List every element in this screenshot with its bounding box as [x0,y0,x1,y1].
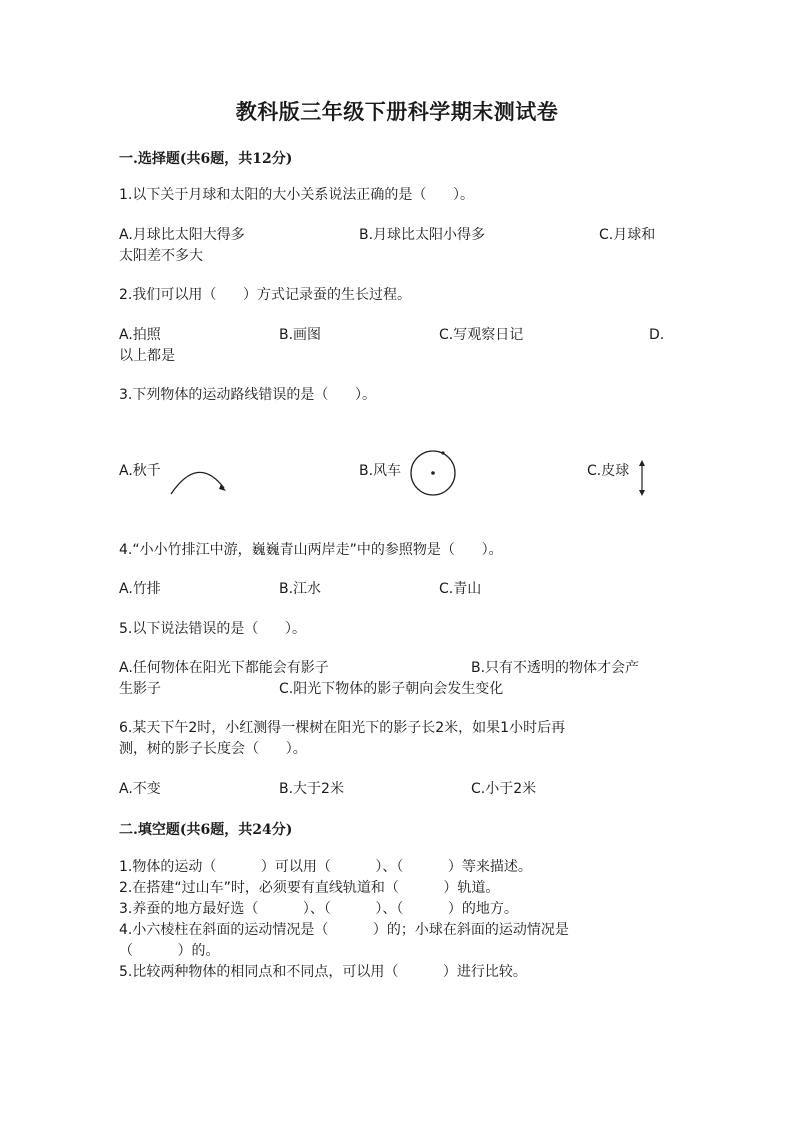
fill-in-line: （ ）的。 [119,943,220,959]
question-2-option-d: D. [649,327,665,343]
question-3-option-a: A.秋千 [119,463,161,479]
question-4-option-c: C.青山 [439,581,482,597]
question-6-option-b: B.大于2米 [279,781,344,797]
question-3-option-c: C.皮球 [587,463,630,479]
fill-in-line: 5.比较两种物体的相同点和不同点，可以用（ ）进行比较。 [119,964,527,980]
fill-in-line: 4.小六棱柱在斜面的运动情况是（ ）的；小球在斜面的运动情况是 [119,922,569,938]
question-2-option-d-cont: 以上都是 [119,348,175,364]
fill-in-line: 3.养蚕的地方最好选（ ）、（ ）、（ ）的地方。 [119,901,518,917]
fill-in-line: 2.在搭建“过山车”时，必须要有直线轨道和（ ）轨道。 [119,880,500,896]
section-heading-fill-in: 二.填空题(共6题，共24分) [119,822,293,838]
page-title: 教科版三年级下册科学期末测试卷 [235,99,559,124]
question-3-option-b: B.风车 [359,463,402,479]
question-2-stem: 2.我们可以用（ ）方式记录蚕的生长过程。 [119,287,412,303]
question-5-option-b-cont: 生影子 [119,681,161,697]
question-4-option-b: B.江水 [279,581,322,597]
question-6-stem-cont: 测，树的影子长度会（ ）。 [119,741,307,757]
question-2-option-a: A.拍照 [119,327,161,343]
windmill-path-figure [409,449,459,497]
question-4-stem: 4.“小小竹排江中游，巍巍青山两岸走”中的参照物是（ ）。 [119,542,503,558]
question-4-option-a: A.竹排 [119,581,161,597]
question-1-option-c-cont: 太阳差不多大 [119,248,203,264]
question-6-option-a: A.不变 [119,781,161,797]
question-5-option-a: A.任何物体在阳光下都能会有影子 [119,660,329,676]
question-1-option-b: B.月球比太阳小得多 [359,227,486,243]
question-5-option-b: B.只有不透明的物体才会产 [471,660,640,676]
fill-in-line: 1.物体的运动（ ）可以用（ ）、（ ）等来描述。 [119,859,532,875]
question-2-option-c: C.写观察日记 [439,327,524,343]
question-6-option-c: C.小于2米 [471,781,537,797]
question-1-stem: 1.以下关于月球和太阳的大小关系说法正确的是（ ）。 [119,187,475,203]
question-6-stem: 6.某天下午2时，小红测得一棵树在阳光下的影子长2米，如果1小时后再 [119,720,566,736]
question-1-option-c: C.月球和 [599,227,656,243]
section-heading-choice: 一.选择题(共6题，共12分) [119,151,293,167]
question-3-stem: 3.下列物体的运动路线错误的是（ ）。 [119,387,377,403]
ball-path-figure [637,460,647,496]
question-1-option-a: A.月球比太阳大得多 [119,227,245,243]
question-2-option-b: B.画图 [279,327,322,343]
swing-path-figure [168,464,232,496]
question-5-stem: 5.以下说法错误的是（ ）。 [119,621,307,637]
question-5-option-c: C.阳光下物体的影子朝向会发生变化 [279,681,504,697]
